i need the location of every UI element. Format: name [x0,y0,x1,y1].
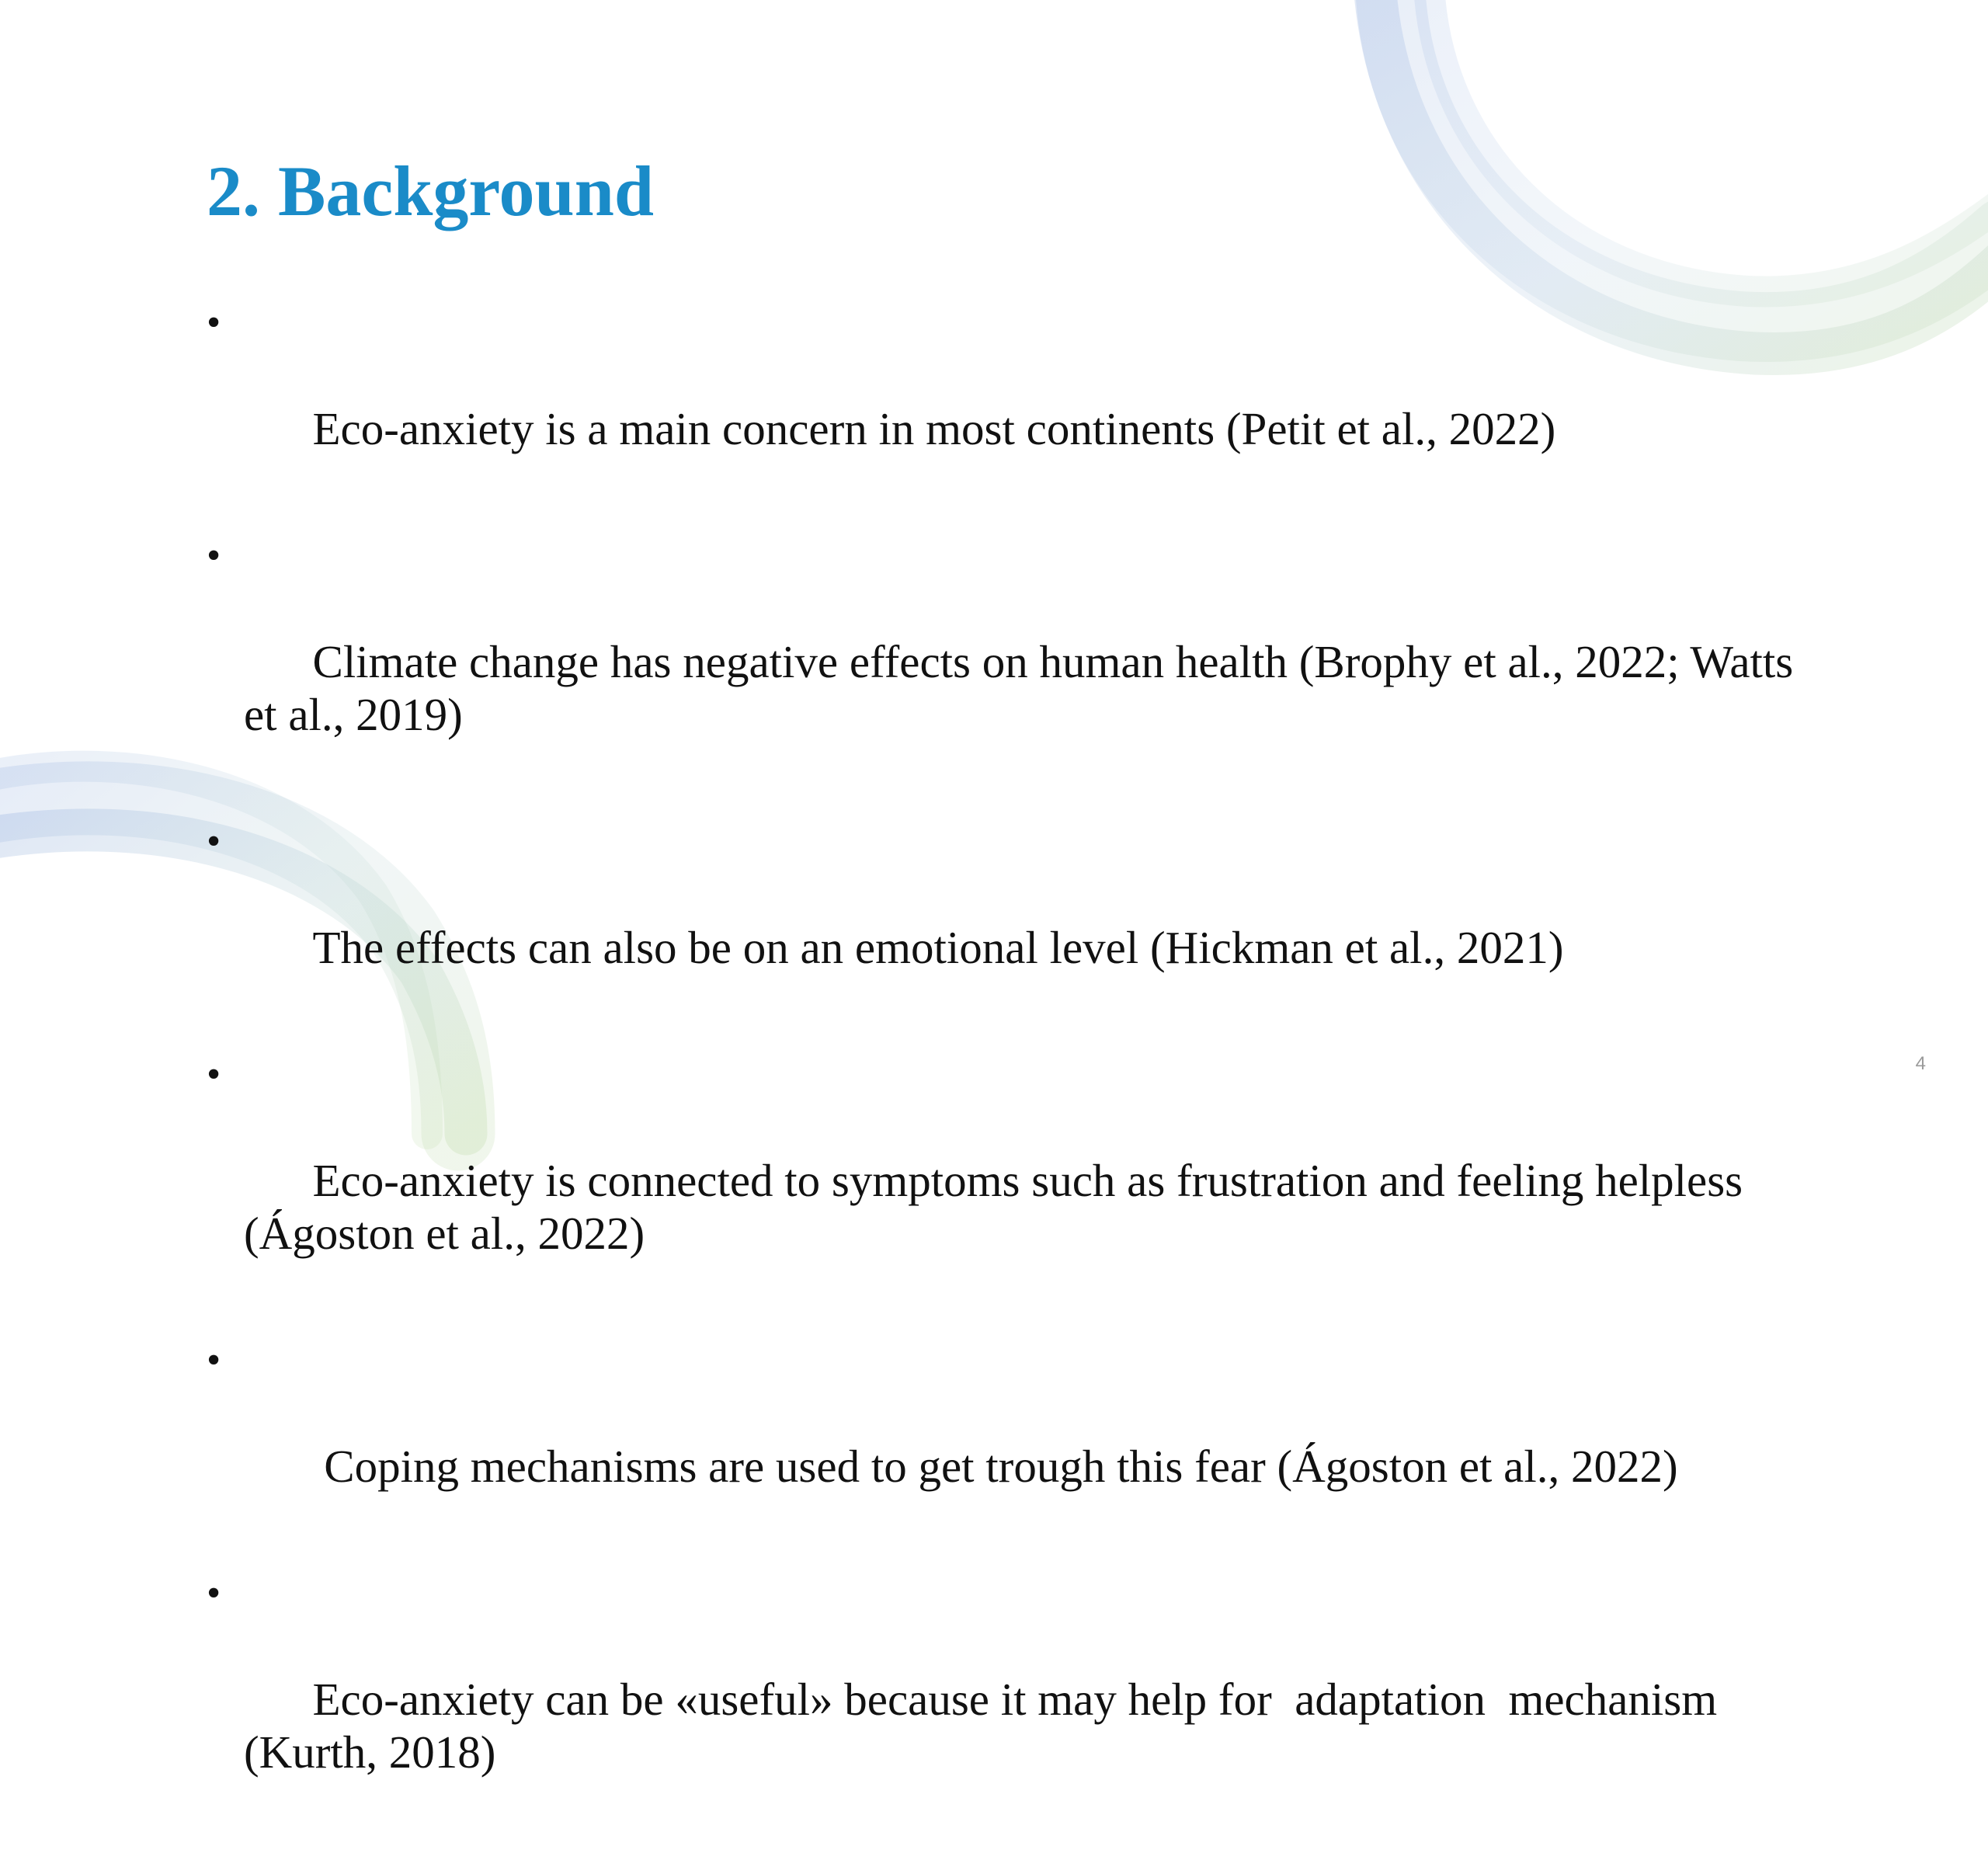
bullet-icon: • [207,1052,221,1097]
bullet-text: Eco-anxiety is connected to symptoms such as frustration and feeling helpless (Ágoston et al., 2022) [244,1155,1754,1259]
bullet-text: Coping mechanisms are used to get trough this fear (Ágoston et al., 2022) [312,1441,1678,1492]
bullet-item [207,297,1806,508]
bullet-item [207,1567,1806,1831]
bullet-list [207,297,1806,1853]
bullet-icon: • [207,819,221,864]
bullet-item [207,530,1806,794]
bullet-item [207,815,1806,1027]
bullet-text: Climate change has negative effects on human health (Brophy et al., 2022; Watts et al., 2019) [244,636,1806,740]
bullet-item [207,1048,1806,1312]
slide-title: 2. Background [207,151,655,231]
bullet-text: Eco-anxiety can be «useful» because it may help for adaptation mechanism (Kurth, 2018) [244,1674,1729,1778]
bullet-icon: • [207,301,221,345]
bullet-icon: • [207,1338,221,1382]
bullet-text: Eco-anxiety is a main concern in most continents (Petit et al., 2022) [312,403,1556,454]
bullet-text: The effects can also be on an emotional level (Hickman et al., 2021) [312,922,1564,973]
bullet-item [207,1334,1806,1545]
bullet-icon: • [207,1571,221,1615]
page-number: 4 [1915,1053,1926,1074]
bullet-icon: • [207,534,221,578]
